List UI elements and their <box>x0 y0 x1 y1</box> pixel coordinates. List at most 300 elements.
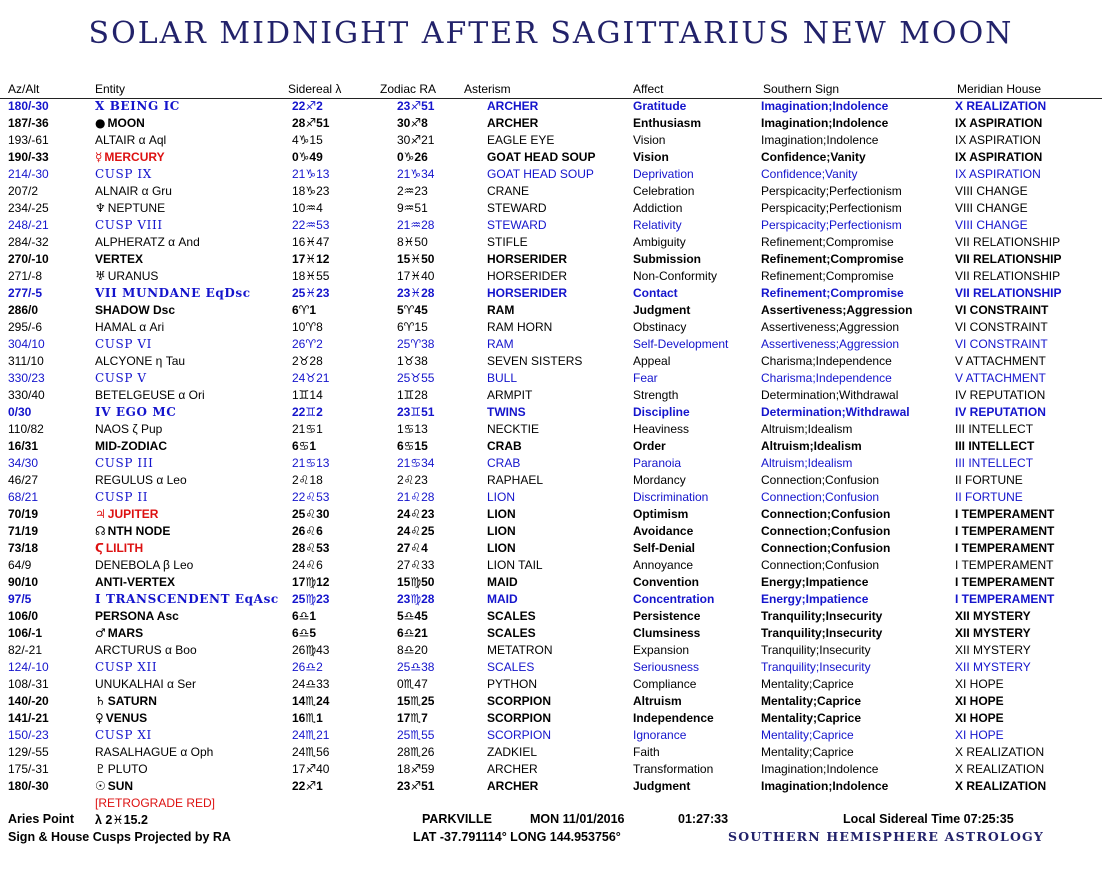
asterism-cell: BULL <box>487 371 518 385</box>
sidereal-longitude-cell: 6♎1 <box>292 609 317 623</box>
azalt-cell: 129/-55 <box>8 745 49 759</box>
zodiac-ra-cell: 27♌4 <box>397 541 428 555</box>
asterism-cell: SCALES <box>487 609 536 623</box>
sidereal-longitude-cell: 24♉21 <box>292 371 330 385</box>
entity-label: UNUKALHAI α Ser <box>95 677 196 691</box>
meridian-house-cell: XII MYSTERY <box>955 660 1031 674</box>
affect-cell: Ignorance <box>633 728 687 742</box>
southern-sign-cell: Imagination;Indolence <box>761 779 889 793</box>
southern-sign-cell: Mentality;Caprice <box>761 694 862 708</box>
azalt-cell: 284/-32 <box>8 235 49 249</box>
southern-sign-cell: Assertiveness;Aggression <box>761 337 900 351</box>
entity-cell <box>95 728 152 742</box>
zodiac-ra-cell: 25♉55 <box>397 371 435 385</box>
azalt-cell: 110/82 <box>8 422 44 436</box>
asterism-cell: STEWARD <box>487 201 547 215</box>
entity-cell <box>95 371 147 385</box>
table-row <box>0 659 1102 676</box>
table-row <box>0 285 1102 302</box>
azalt-cell: 330/40 <box>8 388 45 402</box>
entity-cell <box>95 116 145 130</box>
southern-sign-cell: Tranquility;Insecurity <box>761 643 871 657</box>
entity-cell <box>95 779 133 793</box>
sidereal-longitude-cell: 28♌53 <box>292 541 330 555</box>
entity-label: CUSP VIII <box>95 218 163 232</box>
entity-cell <box>95 133 166 147</box>
table-row <box>0 217 1102 234</box>
entity-cell <box>95 677 196 691</box>
entity-label: IV EGO MC <box>95 405 177 419</box>
azalt-cell: 97/5 <box>8 592 32 606</box>
zodiac-ra-cell: 24♌25 <box>397 524 435 538</box>
zodiac-ra-cell: 1♊28 <box>397 388 428 402</box>
sidereal-longitude-cell: 24♏21 <box>292 728 330 742</box>
table-row <box>0 574 1102 591</box>
asterism-cell: SCORPION <box>487 711 552 725</box>
southern-sign-cell: Perspicacity;Perfectionism <box>761 184 902 198</box>
asterism-cell: LION <box>487 541 516 555</box>
aries-point-value: λ 2♓15.2 <box>95 813 148 827</box>
entity-label: RASALHAGUE α Oph <box>95 745 214 759</box>
moon-icon: ● <box>95 116 106 130</box>
affect-cell: Non-Conformity <box>633 269 718 283</box>
entity-label: CUSP IX <box>95 167 152 181</box>
table-row <box>0 676 1102 693</box>
sidereal-longitude-cell: 2♉28 <box>292 354 323 368</box>
sidereal-longitude-cell: 28♐51 <box>292 116 330 130</box>
meridian-house-cell: II FORTUNE <box>955 473 1023 487</box>
entity-cell <box>95 150 165 164</box>
sidereal-longitude-cell: 26♎2 <box>292 660 323 674</box>
affect-cell: Independence <box>633 711 714 725</box>
entity-cell <box>95 694 157 708</box>
meridian-house-cell: XI HOPE <box>955 677 1004 691</box>
meridian-house-cell: I TEMPERAMENT <box>955 541 1055 555</box>
meridian-house-cell: IV REPUTATION <box>955 388 1046 402</box>
table-row <box>0 251 1102 268</box>
asterism-cell: LION <box>487 507 516 521</box>
entity-label: NAOS ζ Pup <box>95 422 163 436</box>
affect-cell: Obstinacy <box>633 320 687 334</box>
page-title: SOLAR MIDNIGHT AFTER SAGITTARIUS NEW MOON <box>88 16 1014 51</box>
meridian-house-cell: VII RELATIONSHIP <box>955 252 1062 266</box>
southern-sign-cell: Perspicacity;Perfectionism <box>761 218 902 232</box>
affect-cell: Deprivation <box>633 167 694 181</box>
affect-cell: Celebration <box>633 184 695 198</box>
entity-label: CUSP V <box>95 371 147 385</box>
meridian-house-cell: VIII CHANGE <box>955 184 1028 198</box>
southern-sign-cell: Determination;Withdrawal <box>761 388 899 402</box>
projection-note: Sign & House Cusps Projected by RA <box>8 830 231 844</box>
azalt-cell: 140/-20 <box>8 694 49 708</box>
time-text: 01:27:33 <box>678 812 729 826</box>
sidereal-longitude-cell: 25♌30 <box>292 507 330 521</box>
sidereal-longitude-cell: 24♎33 <box>292 677 330 691</box>
asterism-cell: ZADKIEL <box>487 745 538 759</box>
azalt-cell: 248/-21 <box>8 218 49 232</box>
entity-label: VERTEX <box>95 252 144 266</box>
zodiac-ra-cell: 25♎38 <box>397 660 435 674</box>
azalt-cell: 286/0 <box>8 303 39 317</box>
entity-label: CUSP II <box>95 490 149 504</box>
sidereal-longitude-cell: 17♐40 <box>292 762 330 776</box>
asterism-cell: SCALES <box>487 660 535 674</box>
zodiac-ra-cell: 25♈38 <box>397 337 435 351</box>
azalt-cell: 90/10 <box>8 575 39 589</box>
entity-cell <box>95 609 179 623</box>
entity-label: HAMAL α Ari <box>95 320 165 334</box>
table-row <box>0 115 1102 132</box>
zodiac-ra-cell: 5♈45 <box>397 303 428 317</box>
table-row <box>0 744 1102 761</box>
table-row <box>0 98 1102 115</box>
affect-cell: Seriousness <box>633 660 700 674</box>
location-name: PARKVILLE <box>422 812 492 826</box>
entity-label: NEPTUNE <box>107 201 166 215</box>
table-row <box>0 302 1102 319</box>
zodiac-ra-cell: 23♓28 <box>397 286 435 300</box>
entity-label: MARS <box>107 626 144 640</box>
azalt-cell: 82/-21 <box>8 643 43 657</box>
entity-label: MID-ZODIAC <box>95 439 167 453</box>
southern-sign-cell: Assertiveness;Aggression <box>761 303 913 317</box>
asterism-cell: SEVEN SISTERS <box>487 354 583 368</box>
aries-point-label: Aries Point <box>8 812 74 826</box>
entity-label: ALCYONE η Tau <box>95 354 186 368</box>
azalt-cell: 180/-30 <box>8 779 49 793</box>
zodiac-ra-cell: 23♐51 <box>397 779 435 793</box>
southern-sign-cell: Energy;Impatience <box>761 592 869 606</box>
sidereal-longitude-cell: 22♌53 <box>292 490 330 504</box>
southern-sign-cell: Mentality;Caprice <box>761 728 854 742</box>
entity-label: LILITH <box>105 541 144 555</box>
azalt-cell: 141/-21 <box>8 711 49 725</box>
asterism-cell: SCORPION <box>487 728 552 742</box>
southern-sign-cell: Assertiveness;Aggression <box>761 320 900 334</box>
sidereal-longitude-cell: 14♏24 <box>292 694 330 708</box>
entity-cell <box>95 558 193 572</box>
meridian-house-cell: V ATTACHMENT <box>955 371 1046 385</box>
zodiac-ra-cell: 5♎45 <box>397 609 428 623</box>
azalt-cell: 295/-6 <box>8 320 43 334</box>
affect-cell: Compliance <box>633 677 697 691</box>
affect-cell: Expansion <box>633 643 690 657</box>
affect-cell: Avoidance <box>633 524 694 538</box>
azalt-cell: 150/-23 <box>8 728 49 742</box>
meridian-house-cell: X REALIZATION <box>955 762 1045 776</box>
table-row <box>0 319 1102 336</box>
affect-cell: Discrimination <box>633 490 709 504</box>
affect-cell: Enthusiasm <box>633 116 702 130</box>
venus-icon: ♀ <box>95 711 104 725</box>
sidereal-longitude-cell: 17♍12 <box>292 575 330 589</box>
asterism-cell: HORSERIDER <box>487 286 568 300</box>
affect-cell: Gratitude <box>633 99 687 113</box>
sidereal-longitude-cell: 18♑23 <box>292 184 330 198</box>
azalt-cell: 180/-30 <box>8 99 49 113</box>
entity-cell <box>95 337 152 351</box>
azalt-cell: 175/-31 <box>8 762 49 776</box>
southern-sign-cell: Determination;Withdrawal <box>761 405 910 419</box>
azalt-cell: 64/9 <box>8 558 32 572</box>
affect-cell: Judgment <box>633 779 691 793</box>
entity-cell <box>95 201 165 215</box>
azalt-cell: 34/30 <box>8 456 39 470</box>
affect-cell: Order <box>633 439 666 453</box>
entity-cell <box>95 320 164 334</box>
date-text: MON 11/01/2016 <box>530 812 625 826</box>
affect-cell: Vision <box>633 150 669 164</box>
column-header-sidereal: Sidereal λ <box>288 82 342 96</box>
southern-sign-cell: Altruism;Idealism <box>761 422 853 436</box>
retrograde-note-row <box>0 795 1102 812</box>
entity-cell <box>95 388 205 402</box>
table-row <box>0 234 1102 251</box>
meridian-house-cell: XI HOPE <box>955 728 1004 742</box>
azalt-cell: 234/-25 <box>8 201 49 215</box>
column-header-azalt: Az/Alt <box>8 82 40 96</box>
azalt-cell: 71/19 <box>8 524 39 538</box>
entity-cell <box>95 541 143 555</box>
affect-cell: Self-Denial <box>633 541 696 555</box>
sidereal-longitude-cell: 26♈2 <box>292 337 323 351</box>
affect-cell: Relativity <box>633 218 682 232</box>
asterism-cell: PYTHON <box>487 677 538 691</box>
azalt-cell: 193/-61 <box>8 133 49 147</box>
meridian-house-cell: IX ASPIRATION <box>955 150 1043 164</box>
asterism-cell: MAID <box>487 592 518 606</box>
sidereal-longitude-cell: 24♏56 <box>292 745 330 759</box>
entity-label: ARCTURUS α Boo <box>95 643 197 657</box>
meridian-house-cell: VI CONSTRAINT <box>955 337 1048 351</box>
asterism-cell: TWINS <box>487 405 526 419</box>
entity-label: PLUTO <box>107 762 148 776</box>
southern-sign-cell: Refinement;Compromise <box>761 235 894 249</box>
affect-cell: Persistence <box>633 609 701 623</box>
meridian-house-cell: I TEMPERAMENT <box>955 592 1055 606</box>
sidereal-longitude-cell: 0♑49 <box>292 150 323 164</box>
asterism-cell: LION <box>487 524 516 538</box>
zodiac-ra-cell: 27♌33 <box>397 558 435 572</box>
entity-label: I TRANSCENDENT EqAsc <box>95 592 279 606</box>
meridian-house-cell: VIII CHANGE <box>955 218 1028 232</box>
southern-sign-cell: Mentality;Caprice <box>761 745 854 759</box>
entity-label: JUPITER <box>107 507 159 521</box>
sidereal-longitude-cell: 1♊14 <box>292 388 323 402</box>
table-row <box>0 489 1102 506</box>
entity-label: CUSP III <box>95 456 154 470</box>
zodiac-ra-cell: 9♒51 <box>397 201 428 215</box>
entity-label: ALTAIR α Aql <box>95 133 167 147</box>
affect-cell: Fear <box>633 371 658 385</box>
azalt-cell: 311/10 <box>8 354 44 368</box>
affect-cell: Submission <box>633 252 702 266</box>
local-sidereal-time: Local Sidereal Time 07:25:35 <box>843 812 1014 826</box>
affect-cell: Discipline <box>633 405 690 419</box>
meridian-house-cell: III INTELLECT <box>955 422 1034 436</box>
column-header-southern-sign: Southern Sign <box>763 82 840 96</box>
north-node-icon: ☊ <box>95 524 106 538</box>
column-header-affect: Affect <box>633 82 664 96</box>
meridian-house-cell: XII MYSTERY <box>955 609 1031 623</box>
sidereal-longitude-cell: 6♋1 <box>292 439 317 453</box>
table-row <box>0 336 1102 353</box>
azalt-cell: 190/-33 <box>8 150 49 164</box>
entity-cell <box>95 711 147 725</box>
entity-label: BETELGEUSE α Ori <box>95 388 205 402</box>
saturn-icon: ♄ <box>95 694 106 708</box>
zodiac-ra-cell: 23♐51 <box>397 99 435 113</box>
entity-cell <box>95 660 157 674</box>
entity-label: SUN <box>107 779 134 793</box>
column-header-asterism: Asterism <box>464 82 511 96</box>
asterism-cell: RAM <box>487 303 515 317</box>
meridian-house-cell: VII RELATIONSHIP <box>955 286 1062 300</box>
sidereal-longitude-cell: 18♓55 <box>292 269 330 283</box>
jupiter-icon: ♃ <box>95 507 106 521</box>
southern-sign-cell: Connection;Confusion <box>761 524 891 538</box>
table-row <box>0 557 1102 574</box>
asterism-cell: ARCHER <box>487 116 539 130</box>
southern-sign-cell: Altruism;Idealism <box>761 439 862 453</box>
azalt-cell: 187/-36 <box>8 116 49 130</box>
affect-cell: Judgment <box>633 303 691 317</box>
zodiac-ra-cell: 17♓40 <box>397 269 435 283</box>
asterism-cell: EAGLE EYE <box>487 133 555 147</box>
entity-label: REGULUS α Leo <box>95 473 187 487</box>
entity-cell <box>95 762 148 776</box>
azalt-cell: 68/21 <box>8 490 39 504</box>
azalt-cell: 124/-10 <box>8 660 49 674</box>
zodiac-ra-cell: 6♈15 <box>397 320 428 334</box>
sidereal-longitude-cell: 10♈8 <box>292 320 323 334</box>
meridian-house-cell: III INTELLECT <box>955 439 1035 453</box>
entity-label: VENUS <box>105 711 148 725</box>
affect-cell: Contact <box>633 286 678 300</box>
affect-cell: Altruism <box>633 694 682 708</box>
sidereal-longitude-cell: 25♍23 <box>292 592 330 606</box>
affect-cell: Appeal <box>633 354 671 368</box>
southern-sign-cell: Charisma;Independence <box>761 371 892 385</box>
zodiac-ra-cell: 21♌28 <box>397 490 435 504</box>
entity-cell <box>95 490 148 504</box>
meridian-house-cell: VII RELATIONSHIP <box>955 235 1061 249</box>
sidereal-longitude-cell: 22♐2 <box>292 99 323 113</box>
entity-cell <box>95 354 185 368</box>
southern-sign-cell: Refinement;Compromise <box>761 269 894 283</box>
table-row <box>0 353 1102 370</box>
table-row <box>0 421 1102 438</box>
southern-sign-cell: Confidence;Vanity <box>761 150 866 164</box>
zodiac-ra-cell: 21♋34 <box>397 456 435 470</box>
meridian-house-cell: IX ASPIRATION <box>955 167 1041 181</box>
meridian-house-cell: VIII CHANGE <box>955 201 1028 215</box>
asterism-cell: ARCHER <box>487 99 539 113</box>
column-header-entity: Entity <box>95 82 126 96</box>
sidereal-longitude-cell: 10♒4 <box>292 201 323 215</box>
azalt-cell: 70/19 <box>8 507 39 521</box>
sidereal-longitude-cell: 2♌18 <box>292 473 323 487</box>
southern-sign-cell: Connection;Confusion <box>761 558 880 572</box>
zodiac-ra-cell: 28♏26 <box>397 745 435 759</box>
asterism-cell: CRANE <box>487 184 530 198</box>
zodiac-ra-cell: 23♍28 <box>397 592 435 606</box>
zodiac-ra-cell: 21♑34 <box>397 167 435 181</box>
entity-label: CUSP VI <box>95 337 153 351</box>
meridian-house-cell: XI HOPE <box>955 694 1004 708</box>
entity-cell <box>95 99 180 113</box>
entity-cell <box>95 456 153 470</box>
entity-label: ALNAIR α Gru <box>95 184 172 198</box>
asterism-cell: SCALES <box>487 626 536 640</box>
southern-sign-cell: Tranquility;Insecurity <box>761 626 883 640</box>
zodiac-ra-cell: 1♋13 <box>397 422 428 436</box>
affect-cell: Strength <box>633 388 679 402</box>
table-row <box>0 166 1102 183</box>
table-row <box>0 370 1102 387</box>
table-row <box>0 642 1102 659</box>
zodiac-ra-cell: 30♐21 <box>397 133 435 147</box>
sidereal-longitude-cell: 16♓47 <box>292 235 330 249</box>
southern-sign-cell: Connection;Confusion <box>761 507 891 521</box>
entity-cell <box>95 269 158 283</box>
entity-cell <box>95 796 215 810</box>
zodiac-ra-cell: 15♍50 <box>397 575 435 589</box>
table-row <box>0 523 1102 540</box>
entity-cell <box>95 252 143 266</box>
azalt-cell: 277/-5 <box>8 286 43 300</box>
azalt-cell: 46/27 <box>8 473 39 487</box>
zodiac-ra-cell: 0♑26 <box>397 150 428 164</box>
mars-icon: ♂ <box>95 626 106 640</box>
asterism-cell: ARCHER <box>487 762 538 776</box>
asterism-cell: CRAB <box>487 456 521 470</box>
affect-cell: Annoyance <box>633 558 694 572</box>
affect-cell: Optimism <box>633 507 689 521</box>
zodiac-ra-cell: 8♎20 <box>397 643 428 657</box>
entity-label: MERCURY <box>104 150 165 164</box>
southern-sign-cell: Imagination;Indolence <box>761 116 889 130</box>
table-row <box>0 506 1102 523</box>
affect-cell: Heaviness <box>633 422 690 436</box>
table-row <box>0 693 1102 710</box>
sidereal-longitude-cell: 17♓12 <box>292 252 330 266</box>
asterism-cell: LION <box>487 490 516 504</box>
asterism-cell: METATRON <box>487 643 553 657</box>
mercury-icon: ☿ <box>95 150 103 164</box>
sidereal-longitude-cell: 25♓23 <box>292 286 330 300</box>
pluto-icon: ♇ <box>95 762 106 776</box>
asterism-cell: STIFLE <box>487 235 528 249</box>
brand-name: SOUTHERN HEMISPHERE ASTROLOGY <box>728 829 1045 844</box>
affect-cell: Faith <box>633 745 660 759</box>
uranus-icon: ♅ <box>95 269 106 283</box>
meridian-house-cell: VI CONSTRAINT <box>955 320 1048 334</box>
entity-label: VII MUNDANE EqDsc <box>95 286 251 300</box>
entity-cell <box>95 235 200 249</box>
asterism-cell: STEWARD <box>487 218 547 232</box>
southern-sign-cell: Altruism;Idealism <box>761 456 853 470</box>
table-row <box>0 778 1102 795</box>
affect-cell: Transformation <box>633 762 714 776</box>
azalt-cell: 106/-1 <box>8 626 43 640</box>
sidereal-longitude-cell: 22♐1 <box>292 779 323 793</box>
meridian-house-cell: X REALIZATION <box>955 99 1047 113</box>
table-row <box>0 727 1102 744</box>
meridian-house-cell: V ATTACHMENT <box>955 354 1046 368</box>
entity-label: NTH NODE <box>107 524 171 538</box>
entity-label: X BEING IC <box>95 99 180 113</box>
